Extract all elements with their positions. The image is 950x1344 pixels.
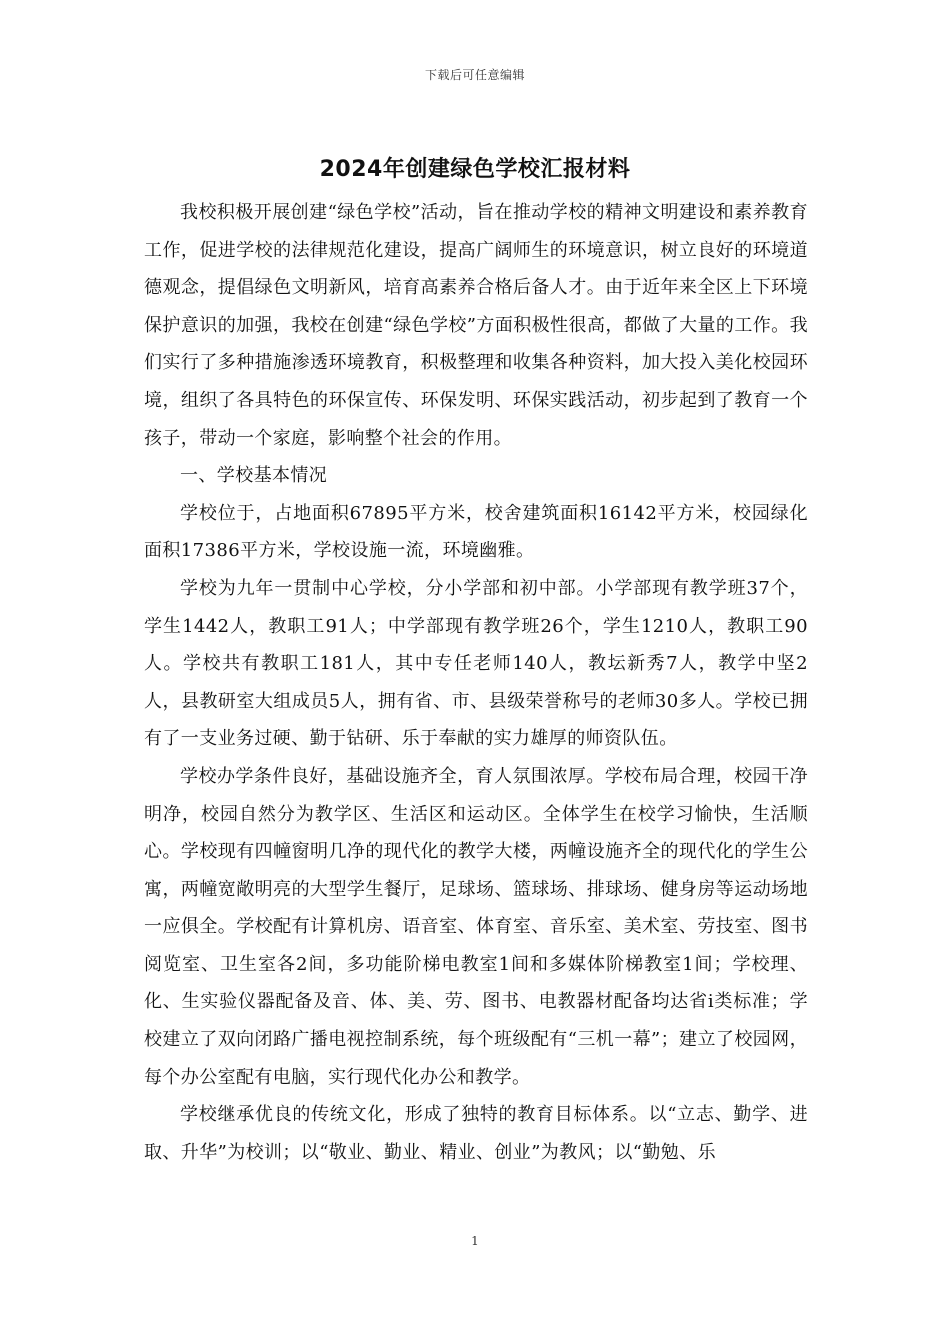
paragraph-facilities: 学校办学条件良好，基础设施齐全，育人氛围浓厚。学校布局合理，校园干净明净，校园自然分为教学区、生活区和运动区。全体学生在校学习愉快，生活顺心。学校现有四幢窗明几净的现代化的教学大楼，两幢设施齐全的现代化的学生公寓，两幢宽敞明亮的大型学生餐厅，足球场、篮球场、排球场、健身房等运动场地一应俱全。学校配有计算机房、语音室、体育室、音乐室、美术室、劳技室、图书阅览室、卫生室各2间，多功能阶梯电教室1间和多媒体阶梯教室1间；学校理、化、生实验仪器配备及音、体、美、劳、图书、电教器材配备均达省ⅰ类标准；学校建立了双向闭路广播电视控制系统，每个班级配有“三机一幕”；建立了校园网，每个办公室配有电脑，实行现代化办公和教学。 — [144, 765, 808, 1088]
page-number: 1 — [471, 1234, 479, 1248]
header-note: 下载后可任意编辑 — [424, 68, 525, 82]
document-body — [144, 194, 808, 1171]
section-heading-basic-info: 一、学校基本情况 — [180, 465, 328, 487]
paragraph-intro: 我校积极开展创建“绿色学校”活动，旨在推动学校的精神文明建设和素养教育工作，促进学校的法律规范化建设，提高广阔师生的环境意识，树立良好的环境道德观念，提倡绿色文明新风，培育高素养合格后备人才。由于近年来全区上下环境保护意识的加强，我校在创建“绿色学校”方面积极性很高，都做了大量的工作。我们实行了多种措施渗透环境教育，积极整理和收集各种资料，加大投入美化校园环境，组织了各具特色的环保宣传、环保发明、环保实践活动，初步起到了教育一个孩子，带动一个家庭，影响整个社会的作用。 — [144, 202, 808, 449]
paragraph-location: 学校位于，占地面积67895平方米，校舍建筑面积16142平方米，校园绿化面积17386平方米，学校设施一流，环境幽雅。 — [144, 502, 808, 562]
document-title: 2024年创建绿色学校汇报材料 — [319, 157, 631, 182]
paragraph-culture: 学校继承优良的传统文化，形成了独特的教育目标体系。以“立志、勤学、进取、升华”为校训；以“敬业、勤业、精业、创业”为教风；以“勤勉、乐 — [144, 1104, 808, 1163]
paragraph-staff: 学校为九年一贯制中心学校，分小学部和初中部。小学部现有教学班37个，学生1442人，教职工91人；中学部现有教学班26个，学生1210人，教职工90人。学校共有教职工181人，其中专任老师140人，教坛新秀7人，教学中坚2人，县教研室大组成员5人，拥有省、市、县级荣誉称号的老师30多人。学校已拥有了一支业务过硬、勤于钻研、乐于奉献的实力雄厚的师资队伍。 — [144, 577, 808, 750]
